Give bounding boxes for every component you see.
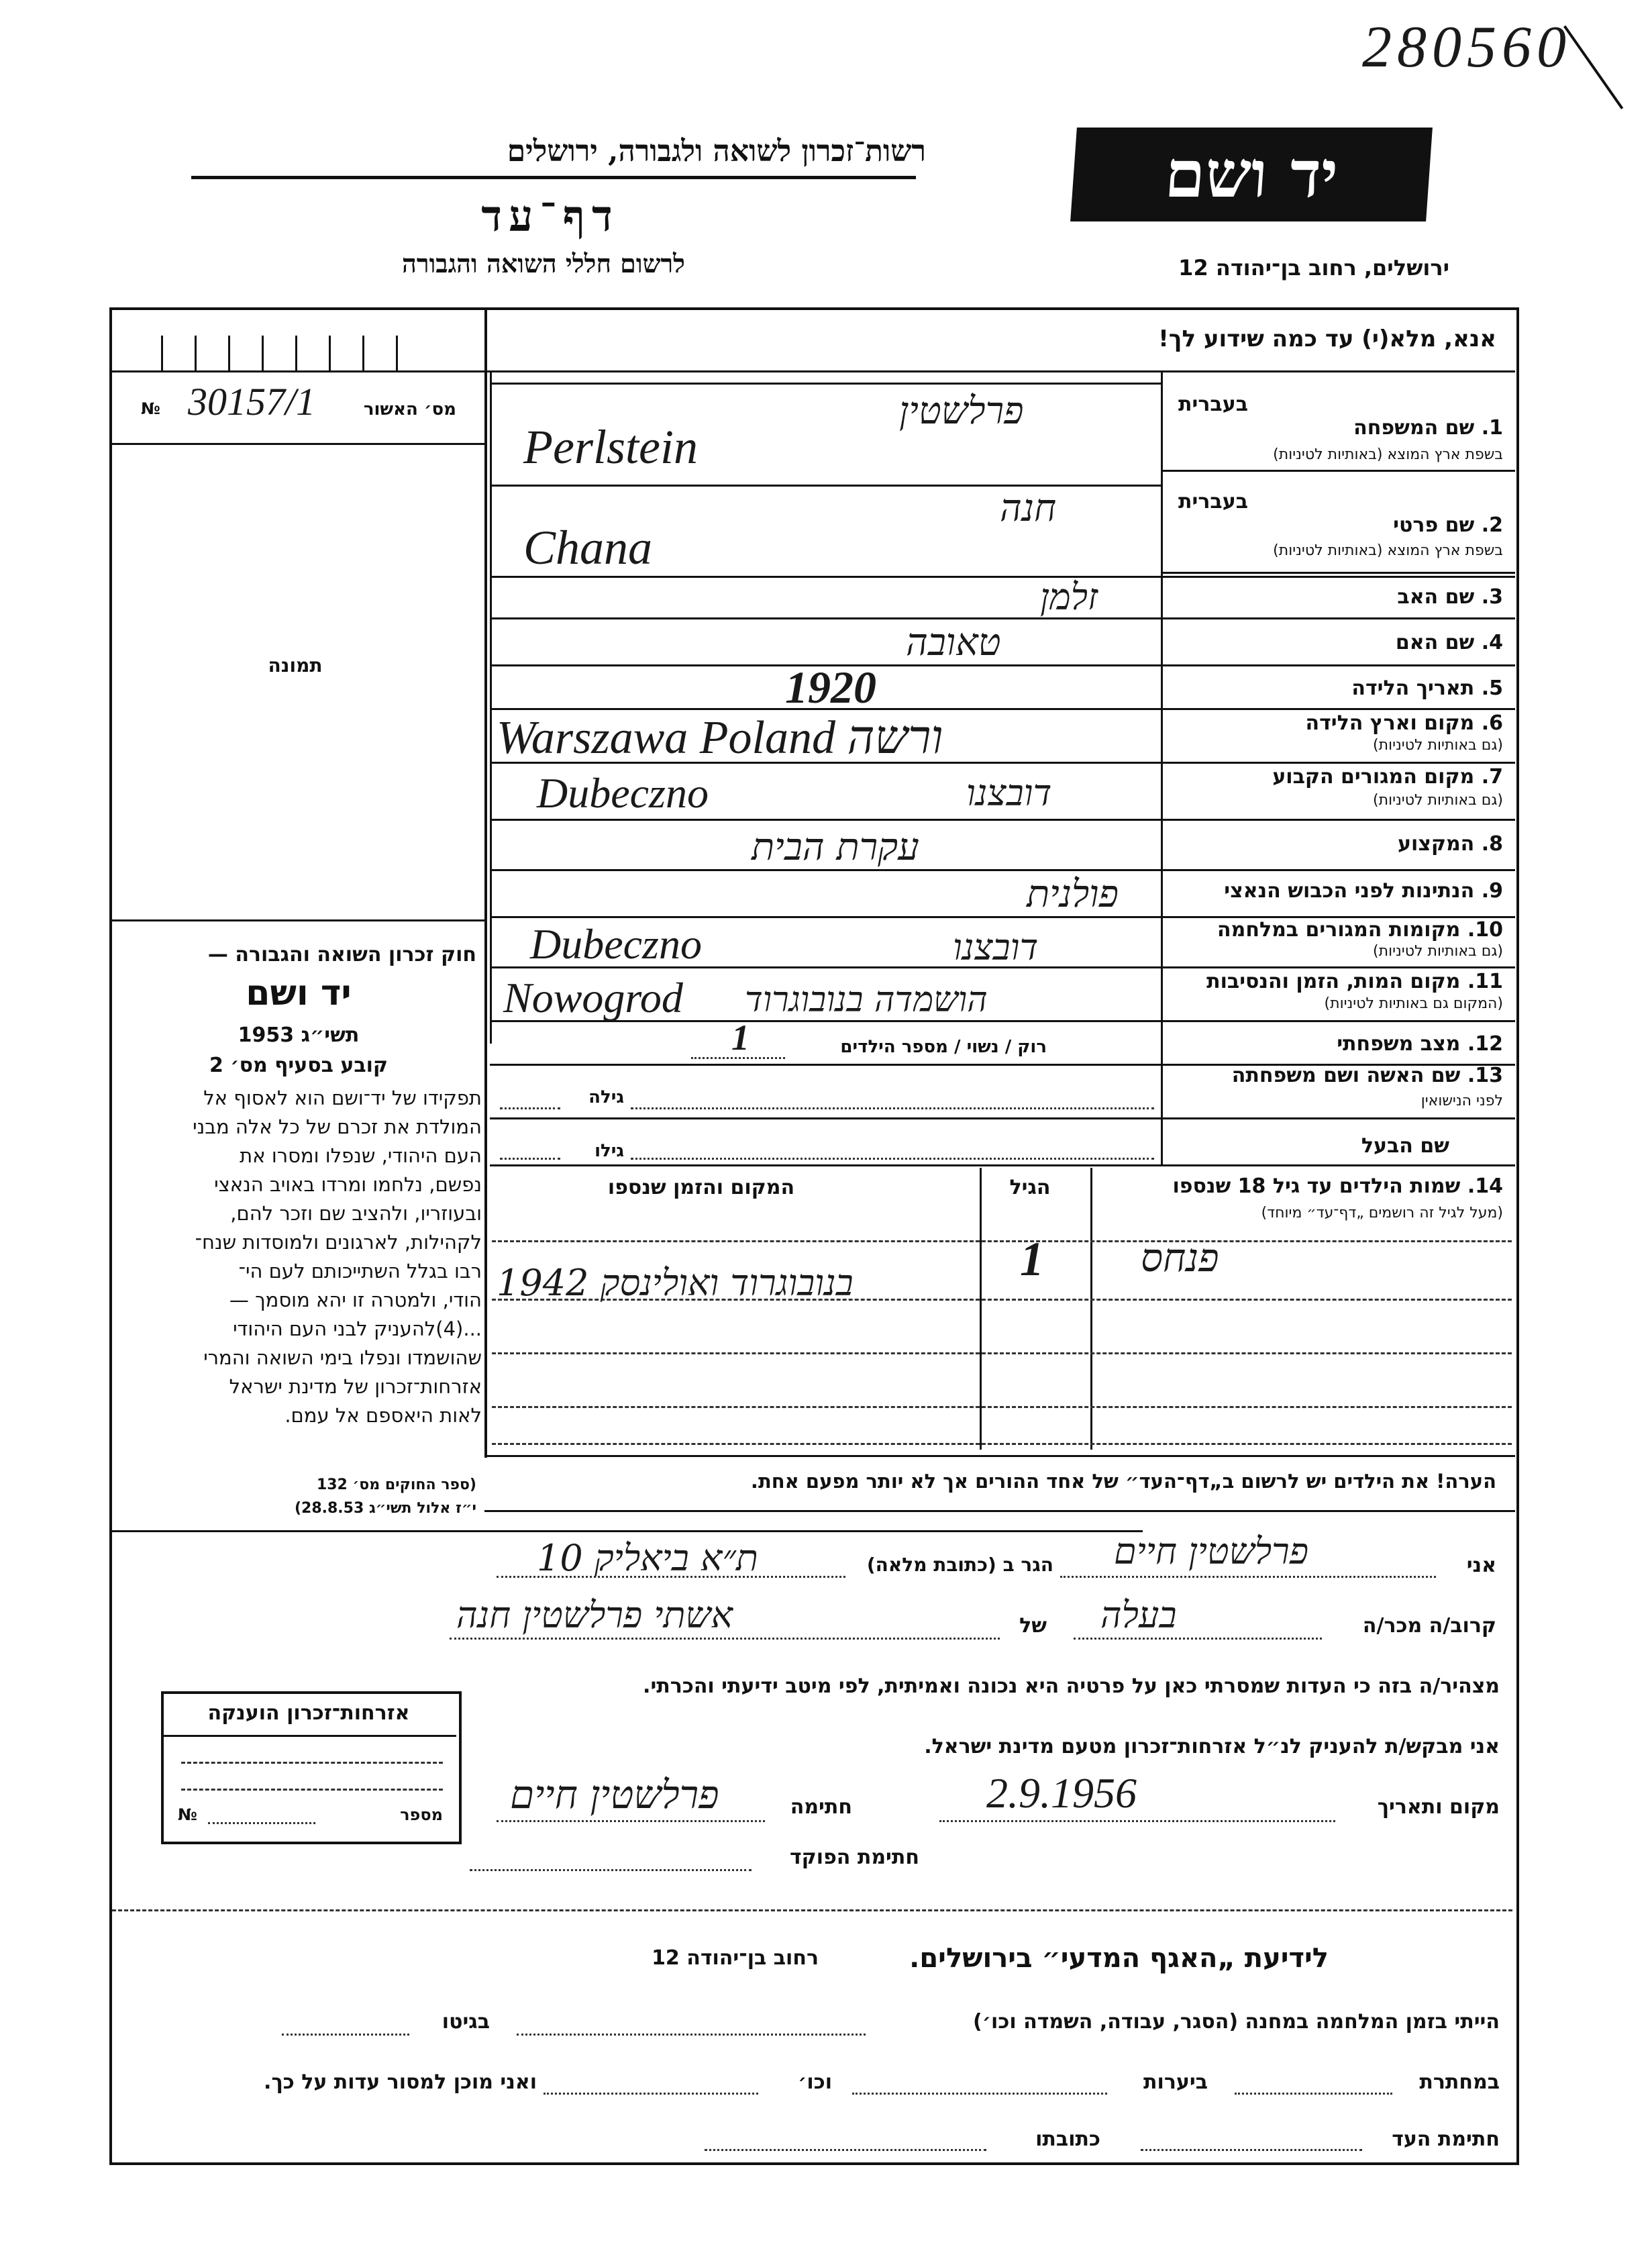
- field-13-num: 13.: [1467, 1064, 1503, 1087]
- law-reference-1: (ספר החוקים מס׳ 132: [316, 1476, 476, 1493]
- field-11-text: מקום המות, הזמן והנסיבות: [1206, 970, 1461, 993]
- row-line: [490, 485, 1161, 487]
- field-2-text: שם פרטי: [1393, 513, 1475, 537]
- law-section-bottom: [112, 1530, 1143, 1532]
- note-row-bottom: [484, 1510, 1515, 1512]
- underground-dots: [1235, 2093, 1392, 2095]
- field-6-num: 6.: [1481, 711, 1503, 735]
- authority-underline: [191, 176, 916, 179]
- stamp-slash: [1563, 26, 1623, 109]
- child-name-value: פנחס: [1141, 1235, 1219, 1281]
- field-4-text: שם האם: [1395, 631, 1475, 654]
- birthplace-value: Warszawa Poland ורשה: [497, 712, 943, 764]
- header-address: ירושלים, רחוב בן־יהודה 12: [1178, 255, 1449, 281]
- law-reference-2: י״ז אלול תשי״ג 28.8.53): [294, 1500, 476, 1517]
- field-11-num: 11.: [1467, 970, 1503, 993]
- nationality-value: פולנית: [1027, 872, 1119, 916]
- i-label: אני: [1466, 1554, 1496, 1577]
- i-name-dots: [1060, 1576, 1436, 1578]
- field-14-sub: (מעל לגיל זה רושמים „דף־עד״ מיוחד): [1261, 1205, 1503, 1221]
- field-1-text: שם המשפחה: [1353, 416, 1475, 440]
- field-8-num: 8.: [1481, 832, 1503, 856]
- declaration-statement: מצהיר/ה בזה כי העדות שמסרתי כאן על פרטיה היא נכונה ואמיתית, לפי מיטב ידיעתי והכרתי.: [643, 1674, 1500, 1698]
- of-value: אשתי פרלשטין חנה: [456, 1594, 733, 1636]
- officer-dots: [470, 1869, 752, 1871]
- citizenship-request: אני מבקש/ת להעניק לנ״ל אזרחות־זכרון מטעם מדינת ישראל.: [924, 1735, 1500, 1758]
- underground-label: במחתרת: [1419, 2070, 1500, 2094]
- testimony-ready-label: ואני מוכן למסור עדות על כך.: [264, 2070, 537, 2094]
- field-1-label: [1194, 416, 1503, 440]
- field-10-label: [1168, 918, 1503, 942]
- forests-dots: [852, 2093, 1107, 2095]
- row-line: [490, 1117, 1515, 1119]
- law-line: המולדת את זכרם של כל אלה מבני: [193, 1115, 482, 1138]
- field-9-num: 9.: [1481, 879, 1503, 903]
- marital-options: רוק / נשוי / מספר הילדים: [840, 1037, 1047, 1057]
- law-line: העם היהודי, שנפלו ומסרו את: [240, 1144, 482, 1167]
- of-dots: [450, 1638, 1000, 1640]
- surname-latin-value: Perlstein: [523, 420, 698, 474]
- children-row-line: [492, 1352, 1512, 1354]
- row-line: [490, 383, 1161, 385]
- field-14-text: שמות הילדים עד גיל 18 שנספו: [1172, 1174, 1461, 1198]
- row-line: [490, 664, 1515, 666]
- label-column-divider: [1161, 372, 1163, 1164]
- instruction-row-line: [484, 370, 1515, 372]
- children-count-value: 1: [731, 1017, 750, 1058]
- etc-label: וכו׳: [798, 2070, 832, 2094]
- field-13-label: [1168, 1064, 1503, 1087]
- spouse-name-dots: [631, 1107, 1154, 1109]
- field-4-num: 4.: [1481, 631, 1503, 654]
- field-5-text: תאריך הלידה: [1351, 677, 1475, 700]
- field-6-sub: (גם באותיות לטיניות): [1373, 737, 1503, 754]
- field-8-label: [1194, 832, 1503, 856]
- field-5-label: [1194, 677, 1503, 700]
- law-year: תשי״ג 1953: [238, 1023, 360, 1047]
- note-text: הערה! את הילדים יש לרשום ב„דף־העד״ של אחד ההורים אך לא יותר מפעם אחת.: [750, 1470, 1496, 1493]
- form-subtitle: לרשום חללי השואה והגבורה: [402, 248, 685, 279]
- tick: [195, 336, 197, 370]
- firstname-hebrew-value: חנה: [1000, 487, 1057, 530]
- field-14-label: [1094, 1174, 1503, 1198]
- row-line: [1163, 470, 1515, 472]
- field-2-num: 2.: [1481, 513, 1503, 537]
- cert-box-line: [181, 1789, 443, 1791]
- law-heading: חוק זכרון השואה והגבורה —: [207, 943, 476, 966]
- etc-dots: [544, 2093, 758, 2095]
- cert-box-line: [181, 1762, 443, 1764]
- row-line: [490, 617, 1515, 619]
- tick: [228, 336, 230, 370]
- tick: [295, 336, 297, 370]
- husband-label: שם הבעל: [1361, 1134, 1449, 1158]
- child-age-value: 1: [1020, 1232, 1044, 1286]
- signature-dots: [497, 1820, 765, 1822]
- yad-vashem-logo: [1070, 128, 1433, 221]
- field-14-num: 14.: [1467, 1174, 1503, 1198]
- relative-label: קרוב/ה מכר/ה: [1362, 1614, 1496, 1638]
- row-line: [1163, 572, 1515, 574]
- field-10-sub: (גם באותיות לטיניות): [1373, 943, 1503, 960]
- declarant-address-value: ת״א ביאליק 10: [537, 1537, 758, 1579]
- field-6-text: מקום וארץ הלידה: [1305, 711, 1475, 735]
- approval-cell-line: [112, 370, 486, 372]
- field-4-label: [1194, 631, 1503, 654]
- law-line: לקהילות, לארגונים ולמוסדות שנח־: [195, 1231, 482, 1254]
- relation-dots: [1074, 1638, 1322, 1640]
- field-10-num: 10.: [1467, 918, 1503, 942]
- hebrew-label-2: בעברית: [1178, 490, 1248, 513]
- declarant-name-value: פרלשטין חיים: [1114, 1530, 1308, 1572]
- tick: [362, 336, 364, 370]
- officer-signature-label: חתימת הפוקד: [790, 1846, 919, 1869]
- witness-address-label: כתובתו: [1035, 2127, 1100, 2151]
- ghetto-label: בגיטו: [442, 2010, 490, 2034]
- field-12-num: 12.: [1467, 1032, 1503, 1056]
- children-row-line: [492, 1240, 1512, 1242]
- husband-age-dots: [500, 1158, 560, 1160]
- death-place-hebrew: הושמדה בנובוגרוד: [745, 980, 988, 1020]
- mother-name-value: טאובה: [906, 621, 1001, 664]
- form-title: דף־עד: [481, 191, 619, 242]
- cert-number-label: מספר: [400, 1805, 443, 1824]
- bottom-heading: לידיעת „האגף המדעי״ בירושלים.: [909, 1943, 1329, 1974]
- field-3-text: שם האב: [1397, 585, 1475, 609]
- law-line: ...(4)להעניק לבני העם היהודי: [233, 1317, 482, 1340]
- cert-box-divider: [164, 1735, 456, 1737]
- signature-value: פרלשטין חיים: [510, 1772, 719, 1817]
- bottom-address: רחוב בן־יהודה 12: [652, 1946, 819, 1970]
- hebrew-label-1: בעברית: [1178, 393, 1248, 416]
- tick: [396, 336, 398, 370]
- wartime-camp-line: הייתי בזמן המלחמה במחנה (הסגר, עבודה, השמדה וכו׳): [973, 2010, 1500, 2034]
- witness-signature-label: חתימת העד: [1392, 2127, 1500, 2151]
- field-7-num: 7.: [1481, 765, 1503, 789]
- law-line: לאות היאספם אל עמם.: [285, 1404, 482, 1427]
- children-row-line: [492, 1406, 1512, 1408]
- approval-no: №: [141, 399, 160, 418]
- surname-hebrew-value: פרלשטין: [899, 389, 1024, 433]
- field-7-text: מקום המגורים הקבוע: [1272, 765, 1475, 789]
- field-10-text: מקומות המגורים במלחמה: [1217, 918, 1461, 942]
- field-13-sub: לפני הנישואין: [1421, 1093, 1503, 1109]
- field-5-num: 5.: [1481, 677, 1503, 700]
- law-name: יד ושם: [246, 973, 352, 1013]
- spouse-age-label: גילה: [588, 1087, 624, 1107]
- law-line: ובעוזריו, ולהציב שם וזכר להם,: [230, 1202, 482, 1225]
- signature-label: חתימה: [790, 1795, 852, 1819]
- occupation-value: עקרת הבית: [752, 825, 919, 869]
- field-1-sub: בשפת ארץ המוצא (באותיות לטיניות): [1273, 446, 1503, 463]
- note-row-top: [484, 1455, 1515, 1457]
- wartime-residence-latin: Dubeczno: [530, 920, 702, 968]
- husband-age-label: גילו: [595, 1141, 624, 1161]
- relation-value: בעלה: [1100, 1594, 1177, 1636]
- birth-date-value: 1920: [785, 662, 876, 713]
- row-line: [490, 576, 1515, 578]
- field-8-text: המקצוע: [1397, 832, 1475, 856]
- field-2-label: [1194, 513, 1503, 537]
- camp-dots: [517, 2034, 866, 2036]
- field-6-label: [1194, 711, 1503, 735]
- approval-cell-line2: [112, 443, 486, 445]
- photo-label: תמונה: [268, 654, 323, 677]
- residing-label: הגר ב (כתובת מלאה): [866, 1554, 1053, 1576]
- husband-name-dots: [631, 1158, 1154, 1160]
- death-place-latin: Nowogrod: [503, 974, 683, 1021]
- field-2-sub: בשפת ארץ המוצא (באותיות לטיניות): [1273, 542, 1503, 559]
- of-label: של: [1019, 1614, 1047, 1638]
- fill-instruction: אנא, מלא(י) עד כמה שידוע לך!: [1158, 326, 1496, 352]
- law-line: שהושמדו ונפלו בימי השואה והמרי: [203, 1346, 482, 1369]
- children-col-place: המקום והזמן שנספו: [607, 1176, 795, 1199]
- child-death-place-value: בנובוגרוד ואולינסק 1942: [497, 1262, 854, 1304]
- law-clause: קובע בסעיף מס׳ 2: [209, 1054, 389, 1077]
- forests-label: ביערות: [1143, 2070, 1208, 2094]
- law-line: הודי, ולמטרה זו יהא מוסמך —: [229, 1289, 482, 1311]
- children-col-age: הגיל: [1009, 1176, 1051, 1199]
- witness-signature-dots: [1141, 2149, 1362, 2151]
- tick: [329, 336, 331, 370]
- firstname-latin-value: Chana: [523, 521, 653, 574]
- law-line: נפשם, נלחמו ומרדו באויב הנאצי: [214, 1173, 482, 1196]
- field-12-text: מצב משפחתי: [1337, 1032, 1461, 1056]
- residence-hebrew-value: דובצנו: [966, 772, 1052, 814]
- authority-title: רשות־זכרון לשואה ולגבורה, ירושלים: [507, 134, 926, 168]
- approval-value: 30157/1: [188, 380, 316, 423]
- row-line: [490, 708, 1515, 710]
- date-dots: [939, 1820, 1335, 1822]
- field-13-text: שם האשה ושם משפחתה: [1231, 1064, 1461, 1087]
- tick: [262, 336, 264, 370]
- field-3-label: [1194, 585, 1503, 609]
- father-name-value: זלמן: [1040, 576, 1098, 618]
- field-7-sub: (גם באותיות לטיניות): [1373, 792, 1503, 809]
- children-row-line: [492, 1443, 1512, 1445]
- residence-latin-value: Dubeczno: [537, 769, 709, 817]
- place-date-label: מקום ותאריך: [1377, 1795, 1500, 1819]
- tick: [161, 336, 163, 370]
- witness-address-dots: [705, 2149, 986, 2151]
- stamp-number: 280560: [1362, 15, 1571, 80]
- field-9-label: [1168, 879, 1503, 903]
- field-1-num: 1.: [1481, 416, 1503, 440]
- approval-label: מס׳ האשור: [363, 399, 456, 419]
- cert-number-dots: [208, 1822, 315, 1824]
- law-body: [119, 1084, 482, 1430]
- spouse-age-dots: [500, 1107, 560, 1109]
- cert-number-no: №: [178, 1805, 197, 1824]
- field-12-label: [1194, 1032, 1503, 1056]
- law-line: תפקידו של יד־ושם הוא לאסוף אל: [203, 1087, 482, 1109]
- field-3-num: 3.: [1481, 585, 1503, 609]
- bottom-tear-line: [112, 1909, 1512, 1911]
- field-7-label: [1194, 765, 1503, 789]
- logo-text: יד ושם: [1162, 136, 1341, 212]
- date-value: 2.9.1956: [986, 1769, 1137, 1817]
- left-column-divider: [484, 310, 487, 1458]
- wartime-residence-hebrew: דובצנו: [953, 926, 1039, 968]
- law-line: רבו בגלל השתייכותם לעם הי־: [238, 1260, 482, 1283]
- law-line: אזרחות־זכרון של מדינת ישראל: [229, 1375, 482, 1398]
- row-line: [490, 819, 1515, 821]
- cert-box-title: אזרחות־זכרון הוענקה: [207, 1701, 410, 1725]
- field-11-label: [1168, 970, 1503, 993]
- law-section-top: [112, 919, 486, 921]
- row-line: [490, 869, 1515, 871]
- field-11-sub: (המקום גם באותיות לטיניות): [1324, 995, 1503, 1012]
- ghetto-dots: [282, 2034, 409, 2036]
- row-line: [490, 1164, 1515, 1166]
- field-9-text: הנתינות לפני הכבוש הנאצי: [1224, 879, 1475, 903]
